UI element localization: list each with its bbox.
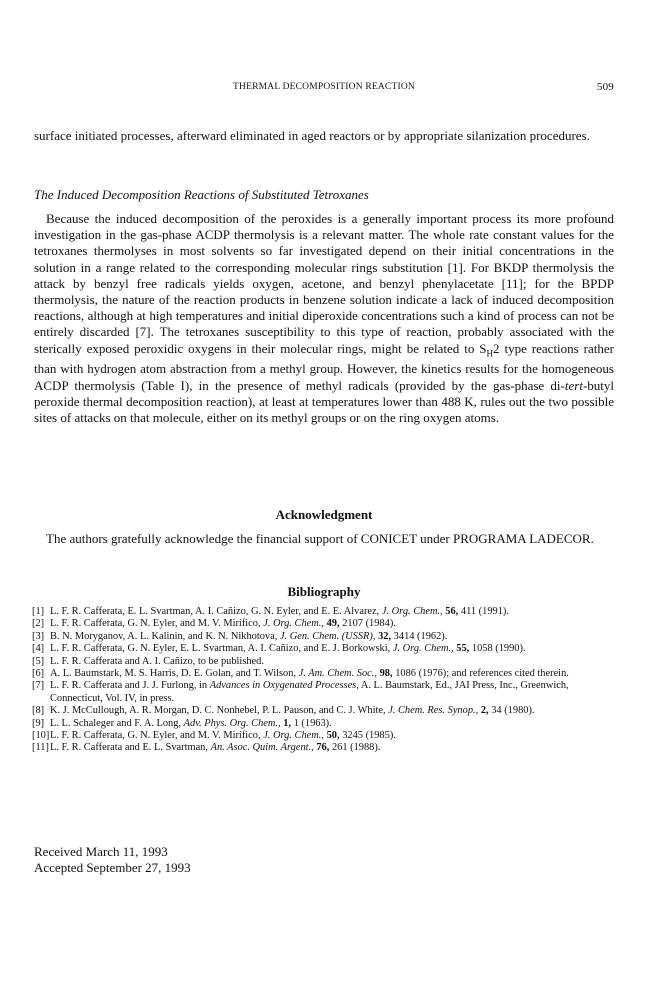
subscript-h: H bbox=[486, 348, 494, 359]
reference-item bbox=[34, 705, 614, 717]
reference-journal: J. Am. Chem. Soc., bbox=[298, 668, 377, 680]
reference-item bbox=[34, 680, 614, 705]
paragraph-text: surface initiated processes, afterward eliminated in aged reactors or by appropriate silanization procedures. bbox=[34, 128, 590, 143]
paragraph-induced-decomposition bbox=[34, 211, 614, 426]
reference-number: [10] bbox=[32, 730, 50, 742]
reference-details: 1058 (1990). bbox=[471, 643, 526, 655]
reference-details: 1086 (1976); and references cited therein. bbox=[395, 668, 569, 680]
reference-item bbox=[34, 618, 614, 630]
reference-journal: J. Org. Chem., bbox=[263, 730, 324, 742]
reference-authors: L. L. Schaleger and F. A. Long, bbox=[50, 717, 182, 729]
running-head bbox=[34, 82, 614, 96]
reference-text bbox=[50, 705, 535, 716]
reference-journal: Adv. Phys. Org. Chem., bbox=[183, 717, 281, 729]
acknowledgment-paragraph bbox=[34, 531, 614, 547]
reference-authors: L. F. R. Cafferata and J. J. Furlong, in bbox=[50, 680, 208, 692]
text-run: 2 type reactions rather than with hydrogen atom abstraction from a methyl group. However, the kinetics results for the homogeneous ACDP thermolysis (Table I), in the presence of methyl radicals (provided by the gas-phase di- bbox=[34, 340, 614, 393]
reference-number: [9] bbox=[32, 717, 45, 729]
reference-text bbox=[50, 656, 264, 667]
running-title: THERMAL DECOMPOSITION REACTION bbox=[233, 82, 415, 92]
reference-volume: 76, bbox=[316, 742, 330, 754]
reference-item bbox=[34, 730, 614, 742]
reference-authors: B. N. Moryganov, A. L. Kalinin, and K. N. Nikhotova, bbox=[50, 630, 278, 642]
reference-details: 261 (1988). bbox=[331, 742, 381, 754]
reference-journal: J. Org. Chem., bbox=[392, 643, 454, 655]
reference-details: 3414 (1962). bbox=[393, 630, 448, 642]
paragraph-text: The authors gratefully acknowledge the financial support of CONICET under PROGRAMA LADECOR. bbox=[46, 531, 594, 546]
reference-item bbox=[34, 718, 614, 730]
reference-details: 1 (1963). bbox=[293, 717, 332, 729]
reference-details: A. L. Baumstark, Ed., JAI Press, Inc., Greenwich, Connecticut, Vol. IV, in press. bbox=[50, 680, 569, 704]
publication-dates bbox=[34, 844, 614, 876]
reference-authors: A. L. Baumstark, M. S. Harris, D. E. Golan, and T. Wilson, bbox=[50, 668, 297, 680]
reference-volume: 98, bbox=[379, 668, 393, 680]
reference-journal: J. Org. Chem., bbox=[263, 618, 324, 630]
reference-item bbox=[34, 656, 614, 668]
reference-text bbox=[50, 668, 569, 679]
reference-item bbox=[34, 631, 614, 643]
reference-text bbox=[50, 631, 447, 642]
reference-details: 3245 (1985). bbox=[342, 730, 396, 742]
paragraph-text bbox=[34, 211, 614, 426]
reference-number: [5] bbox=[32, 655, 45, 667]
reference-text bbox=[50, 643, 526, 654]
reference-volume: 55, bbox=[456, 643, 470, 655]
reference-authors: L. F. R. Cafferata and E. L. Svartman, bbox=[50, 742, 208, 754]
reference-authors: L. F. R. Cafferata, G. N. Eyler, and M. V. Mirífico, bbox=[50, 618, 261, 630]
reference-authors: L. F. R. Cafferata, E. L. Svartman, A. I. Cañizo, G. N. Eyler, and E. E. Alvarez, bbox=[50, 606, 380, 617]
reference-authors: L. F. R. Cafferata and A. I. Cañizo, to be published. bbox=[50, 655, 264, 667]
reference-item bbox=[34, 643, 614, 655]
reference-volume: 49, bbox=[326, 618, 340, 630]
reference-volume: 32, bbox=[378, 630, 392, 642]
text-run: -butyl peroxide thermal decomposition reaction), at least at temperatures lower than 488 K, rules out the two possible sites of attacks on that molecule, either on its methyl groups or on the ring oxygen atoms. bbox=[34, 377, 614, 426]
reference-text bbox=[50, 718, 332, 729]
reference-text bbox=[50, 730, 396, 741]
reference-text bbox=[50, 742, 380, 753]
reference-authors: K. J. McCullough, A. R. Morgan, D. C. Nonhebel, P. L. Pauson, and C. J. White, bbox=[50, 705, 386, 717]
reference-item bbox=[34, 668, 614, 680]
reference-number: [1] bbox=[32, 606, 45, 617]
section-title: The Induced Decomposition Reactions of Substituted Tetroxanes bbox=[34, 187, 369, 202]
reference-details: 411 (1991). bbox=[460, 606, 509, 617]
reference-volume: 50, bbox=[326, 730, 340, 742]
paragraph-continuation bbox=[34, 128, 614, 144]
reference-list bbox=[34, 606, 614, 755]
reference-number: [11] bbox=[32, 742, 49, 754]
reference-item bbox=[34, 742, 614, 754]
reference-volume: 1, bbox=[283, 717, 292, 729]
reference-journal: J. Chem. Res. Synop., bbox=[388, 705, 479, 717]
reference-item bbox=[34, 606, 614, 618]
reference-journal: J. Org. Chem., bbox=[381, 606, 443, 617]
reference-journal: Advances in Oxygenated Processes, bbox=[209, 680, 359, 692]
reference-number: [6] bbox=[32, 668, 45, 680]
reference-text bbox=[50, 680, 569, 703]
accepted-date: Accepted September 27, 1993 bbox=[34, 860, 191, 875]
page-number: 509 bbox=[596, 81, 614, 93]
italic-tert: tert bbox=[564, 377, 583, 393]
reference-details: 34 (1980). bbox=[491, 705, 535, 717]
received-date: Received March 11, 1993 bbox=[34, 844, 168, 859]
reference-volume: 56, bbox=[445, 606, 459, 617]
reference-number: [2] bbox=[32, 618, 45, 630]
reference-text bbox=[50, 606, 509, 617]
reference-details: 2107 (1984). bbox=[342, 618, 396, 630]
reference-volume: 2, bbox=[480, 705, 489, 717]
reference-journal: J. Gen. Chem. (USSR), bbox=[279, 630, 376, 642]
reference-journal: An. Asoc. Quim. Argent., bbox=[210, 742, 314, 754]
reference-number: [8] bbox=[32, 705, 45, 717]
reference-number: [3] bbox=[32, 630, 45, 642]
reference-authors: L. F. R. Cafferata, G. N. Eyler, E. L. Svartman, A. I. Cañizo, and E. J. Borkowski, bbox=[50, 643, 391, 655]
acknowledgment-heading: Acknowledgment bbox=[275, 507, 373, 522]
text-run: Because the induced decomposition of the peroxides is a generally important process its more profound investigation in the gas-phase ACDP thermolysis is a relevant matter. The whole rate constant values for the tetroxanes thermolyses in most solvents so far investigated depend on their initial concentrations in the solution in a range related to the corresponding molecular rings substitution [1]. For BKDP thermolysis the attack by benzyl free radicals yields oxygen, acetone, and benzyl phenylacetate [11]; for the BPDP thermolysis, the nature of the reaction products in benzene solution indicate a lack of induced decomposition reactions, although at high temperatures and initial diperoxide concentrations such a kind of process can not be entirely discarded [7]. The tetroxanes susceptibility to this type of reaction, probably associated with the sterically exposed peroxidic oxygens in their molecular rings, might be related to S bbox=[34, 211, 614, 356]
reference-authors: L. F. R. Cafferata, G. N. Eyler, and M. V. Mirífico, bbox=[50, 730, 261, 742]
reference-number: [7] bbox=[32, 680, 45, 692]
reference-number: [4] bbox=[32, 643, 45, 655]
reference-text bbox=[50, 618, 396, 629]
bibliography-heading: Bibliography bbox=[287, 584, 361, 599]
